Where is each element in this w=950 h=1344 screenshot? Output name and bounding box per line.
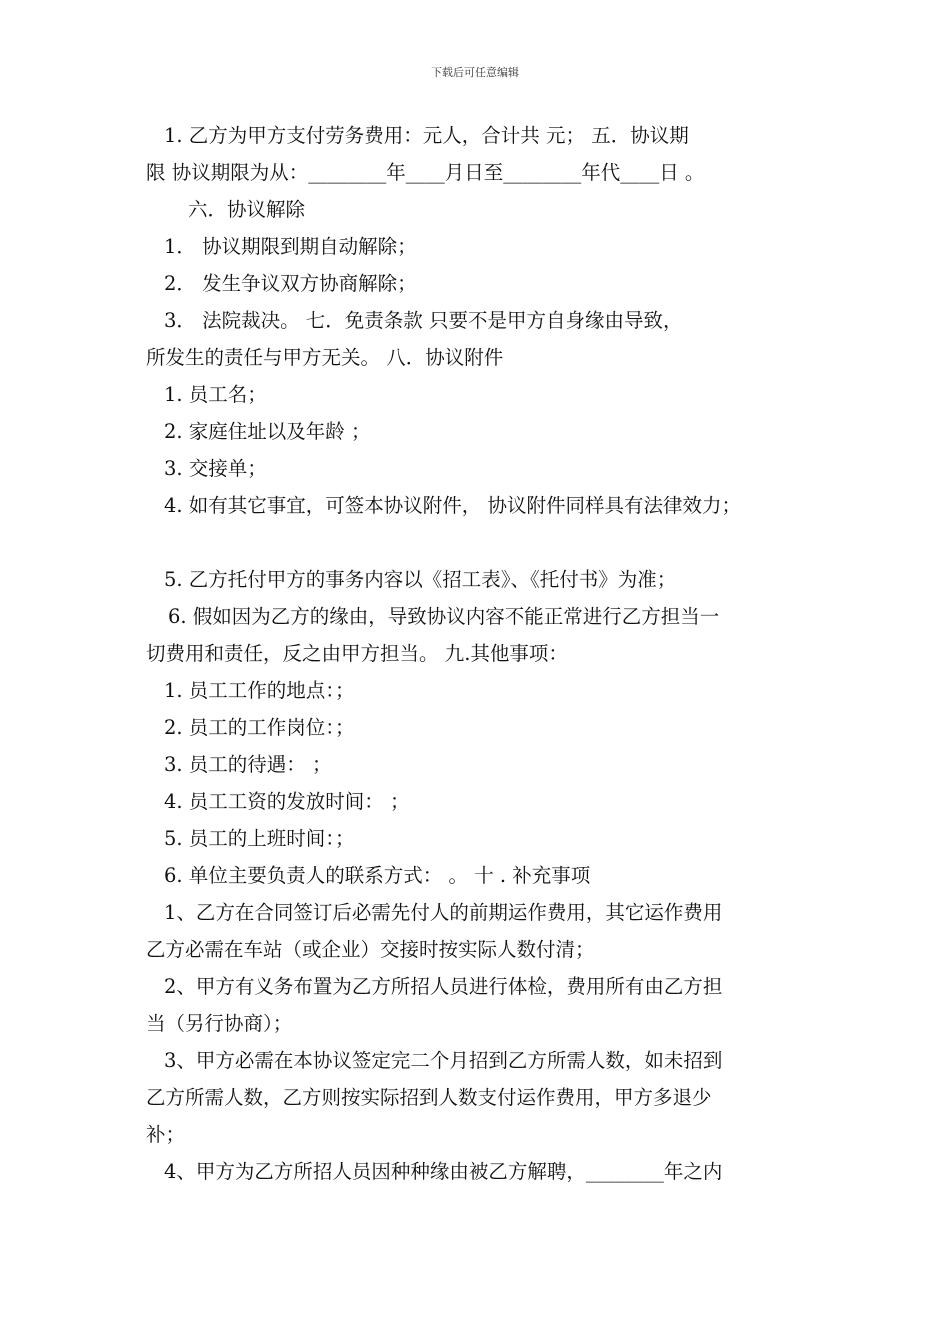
text-line: 乙方必需在车站（或企业）交接时按实际人数付清；	[146, 938, 595, 961]
text-line: 切费用和责任，反之由甲方担当。 九.其他事项：	[146, 642, 568, 665]
text-line: 1． 协议期限到期自动解除；	[164, 235, 417, 258]
text-line: 5. 员工的上班时间：；	[164, 827, 355, 850]
text-line: 5. 乙方托付甲方的事务内容以《招工表》、《托付书》为准；	[164, 568, 677, 591]
text-line: 1. 员工工作的地点：；	[164, 679, 355, 702]
text-line: 补；	[146, 1123, 186, 1146]
text-line: 3. 交接单；	[164, 457, 267, 480]
text-line: 所发生的责任与甲方无关。 八．协议附件	[146, 346, 504, 369]
text-line: 限 协议期限为从：________年____月日至________年代____日 。	[146, 161, 705, 184]
text-line: 4、甲方为乙方所招人员因种种缘由被乙方解聘，________年之内	[164, 1160, 723, 1183]
text-line: 1. 员工名；	[164, 383, 267, 406]
text-line: 1. 乙方为甲方支付劳务费用：元人，合计共 元； 五．协议期	[164, 124, 689, 147]
text-line: 3． 法院裁决。 七．免责条款 只要不是甲方自身缘由导致，	[164, 309, 683, 332]
text-line: 当（另行协商）；	[146, 1012, 293, 1035]
blank-line	[146, 524, 826, 561]
text-line: 2. 家庭住址以及年龄 ；	[164, 420, 371, 443]
page-header: 下载后可任意编辑	[431, 66, 519, 79]
text-line: 4. 员工工资的发放时间： ；	[164, 790, 410, 813]
text-line: 6. 单位主要负责人的联系方式： 。 十 . 补充事项	[164, 864, 591, 887]
text-line: 2． 发生争议双方协商解除；	[164, 272, 417, 295]
text-line: 2. 员工的工作岗位：；	[164, 716, 355, 739]
text-line: 3. 员工的待遇： ；	[164, 753, 332, 776]
text-line: 1、乙方在合同签订后必需先付人的前期运作费用，其它运作费用	[164, 901, 723, 924]
text-line: 乙方所需人数，乙方则按实际招到人数支付运作费用，甲方多退少	[146, 1086, 712, 1109]
text-line: 2、甲方有义务布置为乙方所招人员进行体检，费用所有由乙方担	[164, 975, 723, 998]
document-body	[146, 117, 826, 1190]
text-line: 6. 假如因为乙方的缘由，导致协议内容不能正常进行乙方担当一	[168, 605, 720, 628]
text-line: 六．协议解除	[188, 198, 306, 221]
text-line: 3、甲方必需在本协议签定完二个月招到乙方所需人数，如未招到	[164, 1049, 723, 1072]
text-line: 4. 如有其它事宜，可签本协议附件， 协议附件同样具有法律效力；	[164, 494, 742, 517]
